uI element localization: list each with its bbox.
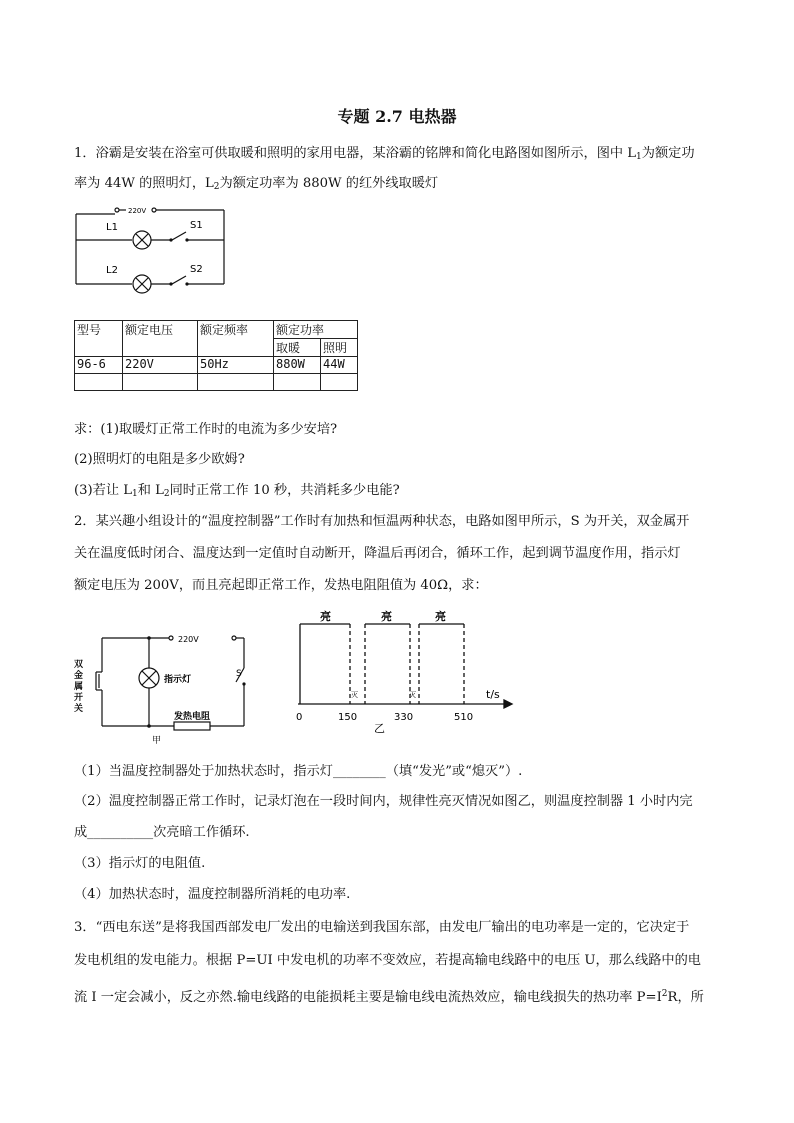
table-row: [75, 374, 358, 391]
q2-sub-question-3: （3）指示灯的电阻值.: [74, 856, 206, 871]
on-segment-label: 亮: [381, 610, 392, 623]
figure-b-caption: 乙: [374, 722, 385, 735]
table-cell: 96-6: [75, 357, 123, 374]
supply-voltage-label: 220V: [128, 207, 147, 215]
q1-text-line1: 1．浴霸是安装在浴室可供取暖和照明的家用电器，某浴霸的铭牌和简化电路图如图所示，图中 $L_1$为额定功: [74, 146, 695, 162]
switch-s-label: S: [236, 669, 242, 679]
bimetal-switch-label: 双金属开关: [74, 660, 84, 714]
q2-text-line2: 关在温度低时闭合、温度达到一定值时自动断开，降温后再闭合，循环工作，起到调节温度作用，指示灯: [74, 546, 681, 561]
q3-text-line3: 流 I 一定会减小，反之亦然.输电线路的电能损耗主要是输电线电流热效应，输电线损失的热功率 $P=I^2R$，所: [74, 989, 704, 1005]
switch-s1-label: S1: [190, 220, 203, 231]
lamp-l1-label: L1: [106, 222, 118, 233]
figure-a-caption: 甲: [152, 736, 162, 746]
q1-ask-2: (2)照明灯的电阻是多少欧姆?: [74, 452, 245, 467]
table-header-power: 额定功率: [274, 321, 358, 339]
on-segment-label: 亮: [320, 610, 331, 623]
tick-label: 510: [454, 712, 474, 723]
on-segment-label: 亮: [435, 610, 446, 623]
q2-text-line1: 2．某兴趣小组设计的“温度控制器”工作时有加热和恒温两种状态，电路如图甲所示，S 为开关，双金属开: [74, 514, 690, 529]
table-cell: 880W: [274, 357, 321, 374]
table-header-heating: 取暖: [274, 339, 321, 357]
table-row: [75, 321, 358, 339]
off-segment-label: 灭: [409, 691, 416, 699]
page-title: 专题 2.7 电热器: [337, 107, 457, 126]
table-header-model: 型号: [75, 321, 123, 357]
q1-circuit-diagram: [74, 200, 234, 300]
q2-sub-question-2-line2: 成__________次亮暗工作循环.: [74, 825, 250, 840]
table-cell: 44W: [321, 357, 358, 374]
lamp-l2-label: L2: [106, 265, 118, 276]
time-axis-label: t/s: [486, 688, 500, 701]
q1-text-line2: 率为 44W 的照明灯，$L_2$为额定功率为 880W 的红外线取暖灯: [74, 176, 439, 192]
q2-figure-b-timing-chart: [290, 608, 520, 748]
table-cell: 220V: [123, 357, 198, 374]
tick-label: 150: [338, 712, 358, 723]
table-header-voltage: 额定电压: [123, 321, 198, 357]
heating-resistor-label: 发热电阻: [174, 712, 211, 722]
q2-sub-question-4: （4）加热状态时，温度控制器所消耗的电功率.: [74, 887, 351, 902]
table-header-lighting: 照明: [321, 339, 358, 357]
q1-ask-1: 求：(1)取暖灯正常工作时的电流为多少安培?: [74, 422, 338, 437]
tick-label: 330: [394, 712, 414, 723]
tick-label: 0: [296, 712, 303, 723]
indicator-lamp-label: 指示灯: [164, 675, 192, 685]
q2-figure-a-circuit: [74, 628, 264, 746]
table-row: [75, 357, 358, 374]
q3-text-line1: 3．“西电东送”是将我国西部发电厂发出的电输送到我国东部，由发电厂输出的电功率是一定的，它决定于: [74, 920, 690, 935]
q1-ask-3: (3)若让 $L_1$和 $L_2$同时正常工作 10 秒，共消耗多少电能?: [74, 483, 400, 499]
nameplate-table: [74, 320, 358, 391]
q3-text-line2: 发电机组的发电能力。根据 P=UI 中发电机的功率不变效应，若提高输电线路中的电压 U，那么线路中的电: [74, 953, 701, 968]
supply-voltage-label: 220V: [178, 635, 199, 644]
switch-s2-label: S2: [190, 264, 203, 275]
q2-sub-question-1: （1）当温度控制器处于加热状态时，指示灯________（填“发光”或“熄灭”）.: [74, 764, 523, 779]
off-segment-label: 灭: [351, 691, 358, 699]
table-cell: 50Hz: [198, 357, 274, 374]
q2-text-line3: 额定电压为 200V，而且亮起即正常工作，发热电阻阻值为 40Ω，求：: [74, 578, 488, 593]
table-header-frequency: 额定频率: [198, 321, 274, 357]
q2-sub-question-2-line1: （2）温度控制器正常工作时，记录灯泡在一段时间内，规律性亮灭情况如图乙，则温度控制器 1 小时内完: [74, 794, 693, 809]
